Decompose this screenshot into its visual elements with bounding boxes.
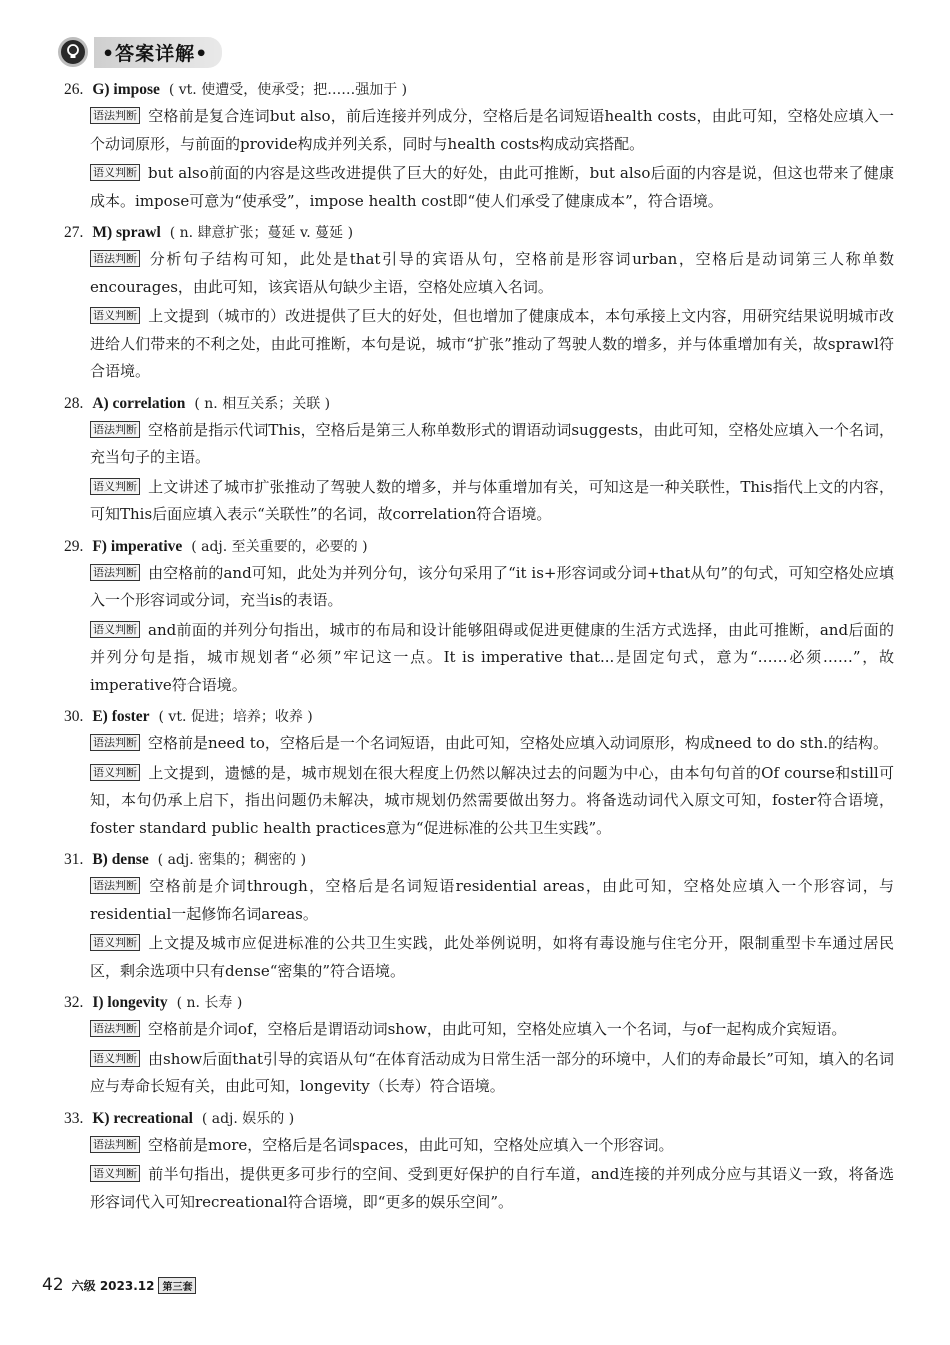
grammar-tag: 语法判断 (90, 564, 140, 581)
volume-badge: 第三套 (158, 1277, 196, 1294)
grammar-tag: 语法判断 (90, 734, 140, 751)
meaning-text: 上文讲述了城市扩张推动了驾驶人数的增多，并与体重增加有关，可知这是一种关联性，This指代上文的内容，可知This后面应填入表示“关联性”的名词，故correlation符合语境。 (90, 477, 894, 523)
grammar-text: 空格前是need to，空格后是一个名词短语，由此可知，空格处应填入动词原形，构成need to do sth.的结构。 (148, 734, 889, 752)
section-title: •答案详解• (94, 37, 222, 68)
grammar-tag: 语法判断 (90, 1136, 140, 1153)
meaning-tag: 语义判断 (90, 934, 140, 951)
grammar-explanation (90, 1016, 894, 1044)
grammar-text: 空格前是介词through，空格后是名词短语residential areas，由此可知，空格处应填入一个形容词，与residential一起修饰名词areas。 (90, 877, 894, 923)
question-number: 33. (64, 1109, 84, 1127)
meaning-explanation (90, 160, 894, 215)
question-number: 26. (64, 81, 84, 98)
section-header (58, 34, 222, 70)
question-number: 27. (64, 224, 84, 241)
answer-item (64, 219, 894, 386)
meaning-tag: 语义判断 (90, 478, 140, 495)
answer-item (64, 76, 894, 215)
page-number: 42 (42, 1275, 64, 1295)
grammar-explanation (90, 103, 894, 158)
question-number: 29. (64, 537, 84, 555)
answer-word: A) correlation (92, 394, 186, 412)
answer-word: I) longevity (92, 994, 168, 1011)
grammar-text: 空格前是指示代词This，空格后是第三人称单数形式的谓语动词suggests，由此可知，空格处应填入一个名词，充当句子的主语。 (90, 420, 894, 466)
meaning-explanation (90, 930, 894, 985)
answer-heading (64, 76, 894, 103)
question-number: 28. (64, 394, 84, 412)
word-definition: ( adj. 娱乐的 ) (201, 1110, 295, 1127)
answer-word: M) sprawl (92, 224, 161, 241)
word-definition: ( vt. 促进；培养；收养 ) (158, 709, 313, 725)
meaning-explanation (90, 760, 894, 843)
answer-item (64, 533, 894, 700)
grammar-explanation (90, 417, 894, 472)
word-definition: ( adj. 至关重要的，必要的 ) (191, 538, 368, 555)
question-number: 32. (64, 994, 84, 1011)
word-definition: ( adj. 密集的；稠密的 ) (157, 852, 307, 868)
meaning-text: 由show后面that引导的宾语从句“在体育活动成为日常生活一部分的环境中，人们的寿命最长”可知，填入的名词应与寿命长短有关，由此可知，longevity（长寿）符合语境。 (90, 1049, 894, 1095)
question-number: 31. (64, 851, 84, 868)
answer-heading (64, 1105, 894, 1132)
answer-heading (64, 533, 894, 560)
answer-heading (64, 846, 894, 873)
word-definition: ( n. 相互关系；关联 ) (194, 395, 331, 412)
answer-heading (64, 219, 894, 246)
meaning-text: 上文提到（城市的）改进提供了巨大的好处，但也增加了健康成本，本句承接上文内容，用研究结果说明城市改进给人们带来的不利之处，由此可推断，本句是说，城市“扩张”推动了驾驶人数的增多，并与体重增加有关，故sprawl符合语境。 (90, 307, 894, 380)
answer-word: K) recreational (92, 1109, 193, 1127)
answer-item (64, 1105, 894, 1217)
meaning-text: 上文提及城市应促进标准的公共卫生实践，此处举例说明，如将有毒设施与住宅分开，限制重型卡车通过居民区，剩余选项中只有dense“密集的”符合语境。 (90, 934, 894, 980)
meaning-tag: 语义判断 (90, 764, 140, 781)
grammar-tag: 语法判断 (90, 250, 140, 267)
answer-item (64, 846, 894, 985)
meaning-text: and前面的并列分句指出，城市的布局和设计能够阻碍或促进更健康的生活方式选择，由此可推断，and后面的并列分句是指，城市规划者“必须”牢记这一点。It is imperative that...是固定句式，意为“……必须……”，故imperative符合语境。 (90, 620, 894, 694)
meaning-explanation (90, 1161, 894, 1216)
grammar-explanation (90, 873, 894, 928)
answer-word: F) imperative (92, 537, 183, 555)
issue-label: 六级 2023.12 (71, 1279, 155, 1293)
answer-list (64, 76, 894, 1220)
meaning-explanation (90, 617, 894, 700)
answer-heading (64, 390, 894, 417)
answer-heading (64, 703, 894, 730)
question-number: 30. (64, 708, 84, 725)
meaning-tag: 语义判断 (90, 307, 140, 324)
page-footer (42, 1275, 196, 1295)
answer-heading (64, 989, 894, 1016)
lightbulb-icon (58, 37, 88, 67)
grammar-text: 分析句子结构可知，此处是that引导的宾语从句，空格前是形容词urban，空格后是动词第三人称单数encourages，由此可知，该宾语从句缺少主语，空格处应填入名词。 (90, 250, 894, 296)
grammar-explanation (90, 246, 894, 301)
word-definition: ( vt. 使遭受，使承受；把……强加于 ) (168, 82, 408, 98)
meaning-tag: 语义判断 (90, 164, 140, 181)
answer-word: B) dense (92, 851, 149, 868)
answer-item (64, 390, 894, 529)
grammar-explanation (90, 560, 894, 615)
grammar-explanation (90, 730, 894, 758)
meaning-tag: 语义判断 (90, 621, 140, 638)
meaning-explanation (90, 303, 894, 386)
meaning-tag: 语义判断 (90, 1165, 140, 1182)
grammar-tag: 语法判断 (90, 1020, 140, 1037)
answer-item (64, 989, 894, 1101)
meaning-text: but also前面的内容是这些改进提供了巨大的好处，由此可推断，but also后面的内容是说，但这也带来了健康成本。impose可意为“使承受”，impose health cost即“使人们承受了健康成本”，符合语境。 (90, 164, 894, 210)
grammar-text: 空格前是复合连词but also，前后连接并列成分，空格后是名词短语health costs，由此可知，空格处应填入一个动词原形，与前面的provide构成并列关系，同时与health costs构成动宾搭配。 (90, 107, 894, 153)
word-definition: ( n. 肆意扩张；蔓延 v. 蔓延 ) (169, 225, 354, 241)
meaning-explanation (90, 1046, 894, 1101)
grammar-text: 空格前是介词of，空格后是谓语动词show，由此可知，空格处应填入一个名词，与of一起构成介宾短语。 (148, 1020, 847, 1038)
meaning-tag: 语义判断 (90, 1050, 140, 1067)
grammar-tag: 语法判断 (90, 877, 140, 894)
answer-word: E) foster (92, 708, 150, 725)
meaning-text: 前半句指出，提供更多可步行的空间、受到更好保护的自行车道，and连接的并列成分应与其语义一致，将备选形容词代入可知recreational符合语境，即“更多的娱乐空间”。 (90, 1165, 894, 1211)
meaning-explanation (90, 474, 894, 529)
grammar-text: 由空格前的and可知，此处为并列分句，该分句采用了“it is+形容词或分词+that从句”的句式，可知空格处应填入一个形容词或分词，充当is的表语。 (90, 563, 894, 609)
word-definition: ( n. 长寿 ) (176, 995, 243, 1011)
answer-item (64, 703, 894, 842)
grammar-tag: 语法判断 (90, 421, 140, 438)
answer-word: G) impose (92, 81, 160, 98)
grammar-explanation (90, 1132, 894, 1160)
meaning-text: 上文提到，遗憾的是，城市规划在很大程度上仍然以解决过去的问题为中心，由本句句首的Of course和still可知，本句仍承上启下，指出问题仍未解决，城市规划仍然需要做出努力。将备选动词代入原文可知，foster符合语境，foster standard public health practices意为“促进标准的公共卫生实践”。 (90, 763, 894, 837)
grammar-text: 空格前是more，空格后是名词spaces，由此可知，空格处应填入一个形容词。 (148, 1135, 674, 1154)
grammar-tag: 语法判断 (90, 107, 140, 124)
